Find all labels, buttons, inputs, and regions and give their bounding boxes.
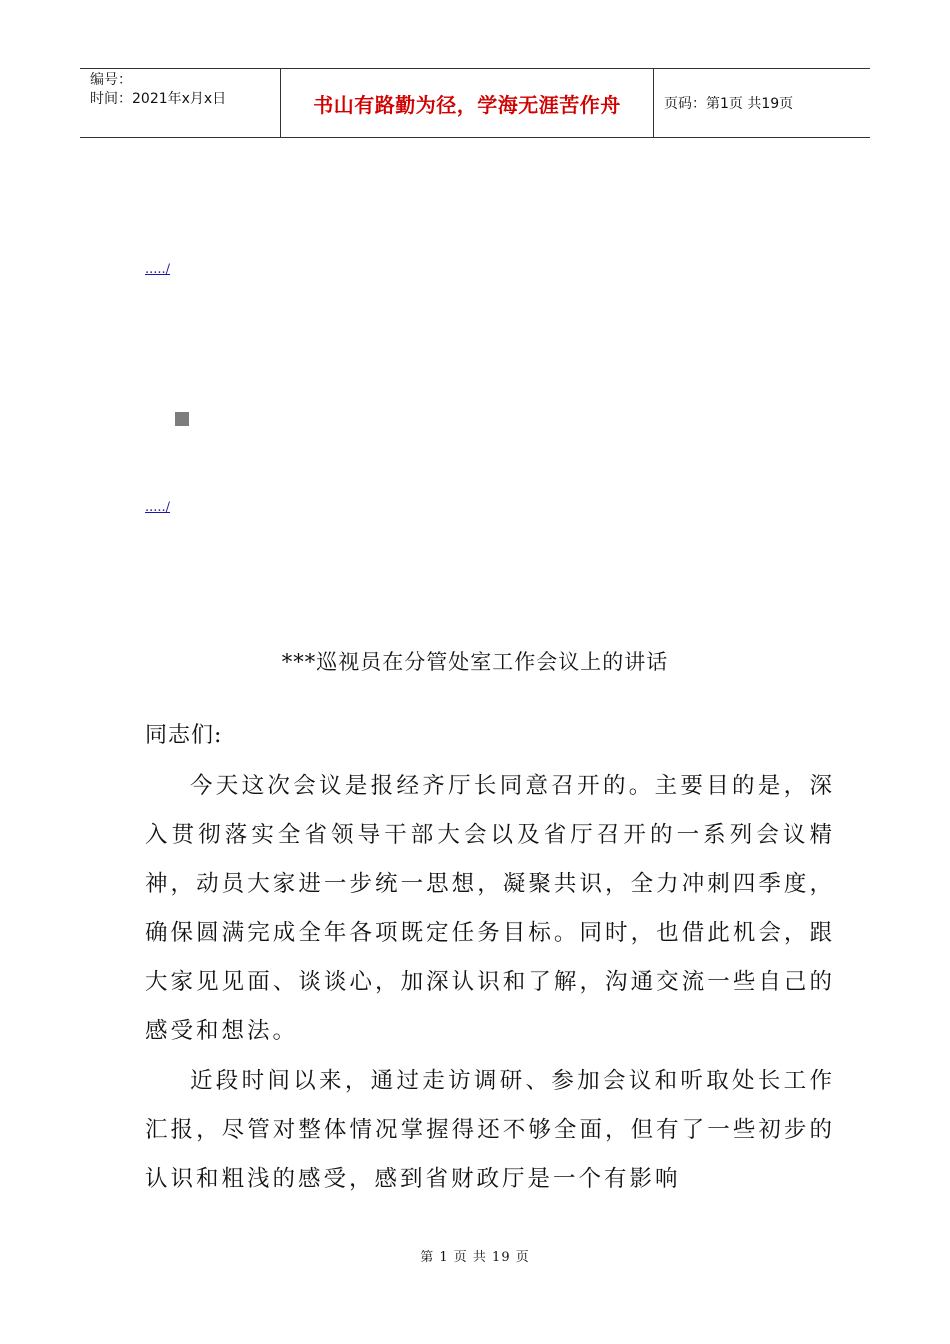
dots-link-first[interactable]: ...../	[145, 262, 171, 277]
page-footer: 第 1 页 共 19 页	[420, 1250, 530, 1265]
header-meta-cell	[80, 69, 281, 137]
page-info: 页码：第1页 共19页	[664, 96, 794, 112]
number-label: 编号：	[90, 72, 132, 88]
paragraph-text: 今天这次会议是报经齐厅长同意召开的。主要目的是，深入贯彻落实全省领导干部大会以及省厅召开的一系列会议精神，动员大家进一步统一思想，凝聚共识，全力冲刺四季度，确保圆满完成全年各项既定任务目标。同时，也借此机会，跟大家见见面、谈谈心，加深认识和了解，沟通交流一些自己的感受和想法。	[145, 773, 835, 1044]
header-motto-cell	[281, 69, 654, 137]
paragraph-text: 近段时间以来，通过走访调研、参加会议和听取处长工作汇报，尽管对整体情况掌握得还不够全面，但有了一些初步的认识和粗浅的感受，感到省财政厅是一个有影响	[145, 1068, 835, 1192]
header-page-cell	[654, 69, 870, 137]
salutation: 同志们:	[145, 723, 223, 748]
image-placeholder-icon	[175, 412, 189, 426]
date-line: 时间：2021年x月x日	[90, 91, 227, 107]
document-header	[80, 68, 870, 138]
dots-link-second[interactable]: ...../	[145, 500, 171, 515]
document-title: ***巡视员在分管处室工作会议上的讲话	[281, 650, 669, 674]
body-paragraph-1	[145, 762, 835, 1056]
body-paragraph-2	[145, 1057, 835, 1204]
motto-text: 书山有路勤为径，学海无涯苦作舟	[313, 92, 621, 117]
